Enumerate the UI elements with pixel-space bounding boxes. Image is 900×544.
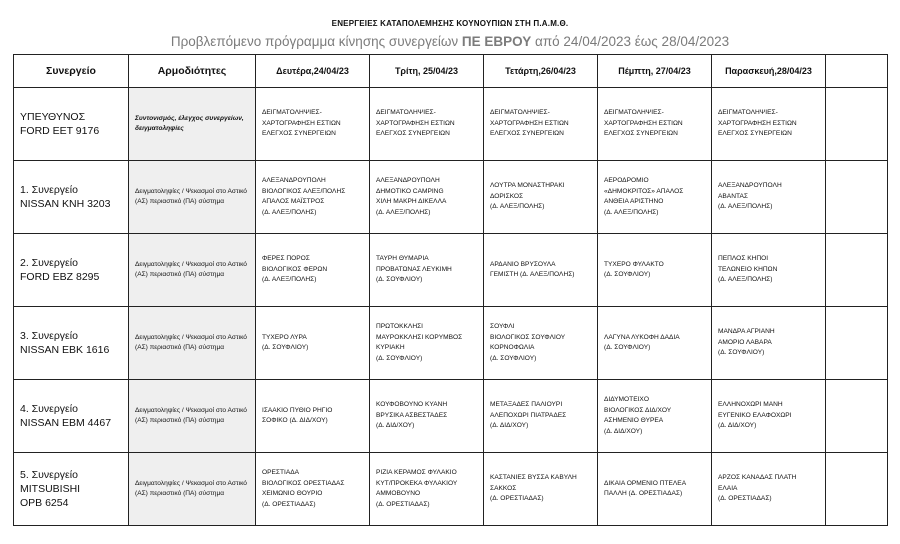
header-duty: Αρμοδιότητες bbox=[129, 55, 256, 88]
subtitle-text: Προβλεπόμενο πρόγραμμα κίνησης συνεργείων bbox=[170, 34, 462, 49]
empty-cell bbox=[826, 307, 888, 380]
subtitle-dates: από 24/04/2023 έως 28/04/2023 bbox=[531, 34, 730, 49]
thursday-cell: ΑΕΡΟΔΡΟΜΙΟ «ΔΗΜΟΚΡΙΤΟΣ» ΑΠΑΛΟΣ ΑΝΘΕΙΑ ΑΡΙΣΤΗΝΟ (Δ. ΑΛΕΞ/ΠΟΛΗΣ) bbox=[598, 161, 712, 234]
team-cell: 1. Συνεργείο NISSAN KNH 3203 bbox=[14, 161, 129, 234]
header-wednesday: Τετάρτη,26/04/23 bbox=[484, 55, 598, 88]
empty-cell bbox=[826, 234, 888, 307]
duty-cell: Δειγματοληψίες / Ψεκασμοί στο Αστικό (ΑΣ) περιαστικό (ΠΑ) σύστημα bbox=[129, 161, 256, 234]
friday-cell: ΕΛΛΗΝΟΧΩΡΙ ΜΑΝΗ ΕΥΓΕΝΙΚΟ ΕΛΑΦΟΧΩΡΙ (Δ. ΔΙΔ/ΧΟΥ) bbox=[712, 380, 826, 453]
empty-cell bbox=[826, 88, 888, 161]
table-row bbox=[14, 380, 888, 453]
header-row bbox=[14, 55, 888, 88]
empty-cell bbox=[826, 380, 888, 453]
friday-cell: ΑΡΖΟΣ ΚΑΝΑΔΑΣ ΠΛΑΤΗ ΕΛΑΙΑ (Δ. ΟΡΕΣΤΙΑΔΑΣ) bbox=[712, 453, 826, 526]
thursday-cell: ΛΑΓΥΝΑ ΛΥΚΟΦΗ ΔΑΔΙΑ (Δ. ΣΟΥΦΛΙΟΥ) bbox=[598, 307, 712, 380]
wednesday-cell: ΛΟΥΤΡΑ ΜΟΝΑΣΤΗΡΑΚΙ ΔΟΡΙΣΚΟΣ (Δ. ΑΛΕΞ/ΠΟΛΗΣ) bbox=[484, 161, 598, 234]
tuesday-cell: ΤΑΥΡΗ ΘΥΜΑΡΙΑ ΠΡΟΒΑΤΩΝΑΣ ΛΕΥΚΙΜΗ (Δ. ΣΟΥΦΛΙΟΥ) bbox=[370, 234, 484, 307]
empty-cell bbox=[826, 161, 888, 234]
team-cell: 2. Συνεργείο FORD EBZ 8295 bbox=[14, 234, 129, 307]
header-thursday: Πέμπτη, 27/04/23 bbox=[598, 55, 712, 88]
thursday-cell: ΔΕΙΓΜΑΤΟΛΗΨΙΕΣ- ΧΑΡΤΟΓΡΑΦΗΣΗ ΕΣΤΙΩΝ ΕΛΕΓΧΟΣ ΣΥΝΕΡΓΕΙΩΝ bbox=[598, 88, 712, 161]
wednesday-cell: ΜΕΤΑΞΑΔΕΣ ΠΑΛΙΟΥΡΙ ΑΛΕΠΟΧΩΡΙ ΠΙΑΤΡΑΔΕΣ (Δ. ΔΙΔ/ΧΟΥ) bbox=[484, 380, 598, 453]
team-cell: 5. Συνεργείο MITSUBISHI OPB 6254 bbox=[14, 453, 129, 526]
team-cell: 4. Συνεργείο NISSAN EBM 4467 bbox=[14, 380, 129, 453]
tuesday-cell: ΡΙΖΙΑ ΚΕΡΑΜΟΣ ΦΥΛΑΚΙΟ ΚΥΤ/ΠΡΟΚΕΚΑ ΦΥΛΑΚΙΟΥ ΑΜΜΟΒΟΥΝΟ (Δ. ΟΡΕΣΤΙΑΔΑΣ) bbox=[370, 453, 484, 526]
tuesday-cell: ΠΡΩΤΟΚΚΛΗΣΙ ΜΑΥΡΟΚΚΛΗΣΙ ΚΟΡΥΜΒΟΣ ΚΥΡΙΑΚΗ (Δ. ΣΟΥΦΛΙΟΥ) bbox=[370, 307, 484, 380]
wednesday-cell: ΚΑΣΤΑΝΙΕΣ ΒΥΣΣΑ ΚΑΒΥΛΗ ΣΑΚΚΟΣ (Δ. ΟΡΕΣΤΙΑΔΑΣ) bbox=[484, 453, 598, 526]
header-monday: Δευτέρα,24/04/23 bbox=[256, 55, 370, 88]
friday-cell: ΔΕΙΓΜΑΤΟΛΗΨΙΕΣ- ΧΑΡΤΟΓΡΑΦΗΣΗ ΕΣΤΙΩΝ ΕΛΕΓΧΟΣ ΣΥΝΕΡΓΕΙΩΝ bbox=[712, 88, 826, 161]
wednesday-cell: ΑΡΔΑΝΙΟ ΒΡΥΣΟΥΛΑ ΓΕΜΙΣΤΗ (Δ. ΑΛΕΞ/ΠΟΛΗΣ) bbox=[484, 234, 598, 307]
wednesday-cell: ΣΟΥΦΛΙ ΒΙΟΛΟΓΙΚΟΣ ΣΟΥΦΛΙΟΥ ΚΟΡΝΟΦΩΛΙΑ (Δ. ΣΟΥΦΛΙΟΥ) bbox=[484, 307, 598, 380]
friday-cell: ΠΕΠΛΟΣ ΚΗΠΟΙ ΤΕΛΩΝΕΙΟ ΚΗΠΩΝ (Δ. ΑΛΕΞ/ΠΟΛΗΣ) bbox=[712, 234, 826, 307]
document-title: ΕΝΕΡΓΕΙΕΣ ΚΑΤΑΠΟΛΕΜΗΣΗΣ ΚΟΥΝΟΥΠΙΩΝ ΣΤΗ Π.Α.Μ.Θ. bbox=[331, 19, 569, 28]
wednesday-cell: ΔΕΙΓΜΑΤΟΛΗΨΙΕΣ- ΧΑΡΤΟΓΡΑΦΗΣΗ ΕΣΤΙΩΝ ΕΛΕΓΧΟΣ ΣΥΝΕΡΓΕΙΩΝ bbox=[484, 88, 598, 161]
schedule-table bbox=[13, 54, 888, 526]
header-extra bbox=[826, 55, 888, 88]
duty-cell: Δειγματοληψίες / Ψεκασμοί στο Αστικό (ΑΣ) περιαστικό (ΠΑ) σύστημα bbox=[129, 234, 256, 307]
empty-cell bbox=[826, 453, 888, 526]
duty-cell: Δειγματοληψίες / Ψεκασμοί στο Αστικό (ΑΣ) περιαστικό (ΠΑ) σύστημα bbox=[129, 453, 256, 526]
table-row bbox=[14, 88, 888, 161]
monday-cell: ΔΕΙΓΜΑΤΟΛΗΨΙΕΣ- ΧΑΡΤΟΓΡΑΦΗΣΗ ΕΣΤΙΩΝ ΕΛΕΓΧΟΣ ΣΥΝΕΡΓΕΙΩΝ bbox=[256, 88, 370, 161]
tuesday-cell: ΔΕΙΓΜΑΤΟΛΗΨΙΕΣ- ΧΑΡΤΟΓΡΑΦΗΣΗ ΕΣΤΙΩΝ ΕΛΕΓΧΟΣ ΣΥΝΕΡΓΕΙΩΝ bbox=[370, 88, 484, 161]
monday-cell: ΤΥΧΕΡΟ ΛΥΡΑ (Δ. ΣΟΥΦΛΙΟΥ) bbox=[256, 307, 370, 380]
duty-cell: Δειγματοληψίες / Ψεκασμοί στο Αστικό (ΑΣ) περιαστικό (ΠΑ) σύστημα bbox=[129, 380, 256, 453]
monday-cell: ΙΣΑΑΚΙΟ ΠΥΘΙΟ ΡΗΓΙΟ ΣΟΦΙΚΟ (Δ. ΔΙΔ/ΧΟΥ) bbox=[256, 380, 370, 453]
tuesday-cell: ΑΛΕΞΑΝΔΡΟΥΠΟΛΗ ΔΗΜΟΤΙΚΟ CAMPING ΧΙΛΗ ΜΑΚΡΗ ΔΙΚΕΛΛΑ (Δ. ΑΛΕΞ/ΠΟΛΗΣ) bbox=[370, 161, 484, 234]
monday-cell: ΦΕΡΕΣ ΠΟΡΟΣ ΒΙΟΛΟΓΙΚΟΣ ΦΕΡΩΝ (Δ. ΑΛΕΞ/ΠΟΛΗΣ) bbox=[256, 234, 370, 307]
friday-cell: ΜΑΝΔΡΑ ΑΓΡΙΑΝΗ ΑΜΟΡΙΟ ΛΑΒΑΡΑ (Δ. ΣΟΥΦΛΙΟΥ) bbox=[712, 307, 826, 380]
table-row bbox=[14, 307, 888, 380]
thursday-cell: ΔΙΔΥΜΟΤΕΙΧΟ ΒΙΟΛΟΓΙΚΟΣ ΔΙΔ/ΧΟΥ ΑΣΗΜΕΝΙΟ ΘΥΡΕΑ (Δ. ΔΙΔ/ΧΟΥ) bbox=[598, 380, 712, 453]
table-row bbox=[14, 453, 888, 526]
subtitle-region: ΠΕ ΕΒΡΟΥ bbox=[461, 34, 532, 49]
table-row bbox=[14, 161, 888, 234]
duty-cell: Δειγματοληψίες / Ψεκασμοί στο Αστικό (ΑΣ) περιαστικό (ΠΑ) σύστημα bbox=[129, 307, 256, 380]
monday-cell: ΟΡΕΣΤΙΑΔΑ ΒΙΟΛΟΓΙΚΟΣ ΟΡΕΣΤΙΑΔΑΣ ΧΕΙΜΩΝΙΟ ΘΟΥΡΙΟ (Δ. ΟΡΕΣΤΙΑΔΑΣ) bbox=[256, 453, 370, 526]
header-team: Συνεργείο bbox=[14, 55, 129, 88]
monday-cell: ΑΛΕΞΑΝΔΡΟΥΠΟΛΗ ΒΙΟΛΟΓΙΚΟΣ ΑΛΕΞ/ΠΟΛΗΣ ΑΠΑΛΟΣ ΜΑΪΣΤΡΟΣ (Δ. ΑΛΕΞ/ΠΟΛΗΣ) bbox=[256, 161, 370, 234]
team-cell: ΥΠΕΥΘΥΝΟΣ FORD EET 9176 bbox=[14, 88, 129, 161]
thursday-cell: ΤΥΧΕΡΟ ΦΥΛΑΚΤΟ (Δ. ΣΟΥΦΛΙΟΥ) bbox=[598, 234, 712, 307]
header-friday: Παρασκευή,28/04/23 bbox=[712, 55, 826, 88]
thursday-cell: ΔΙΚΑΙΑ ΟΡΜΕΝΙΟ ΠΤΕΛΕΑ ΠΑΛΛΗ (Δ. ΟΡΕΣΤΙΑΔΑΣ) bbox=[598, 453, 712, 526]
document-subtitle bbox=[0, 34, 900, 49]
duty-cell: Συντονισμός, έλεγχος συνεργείων, δειγματοληψίες bbox=[129, 88, 256, 161]
team-cell: 3. Συνεργείο NISSAN EBK 1616 bbox=[14, 307, 129, 380]
table-row bbox=[14, 234, 888, 307]
friday-cell: ΑΛΕΞΑΝΔΡΟΥΠΟΛΗ ΑΒΑΝΤΑΣ (Δ. ΑΛΕΞ/ΠΟΛΗΣ) bbox=[712, 161, 826, 234]
tuesday-cell: ΚΟΥΦΟΒΟΥΝΟ ΚΥΑΝΗ ΒΡΥΣΙΚΑ ΑΣΒΕΣΤΑΔΕΣ (Δ. ΔΙΔ/ΧΟΥ) bbox=[370, 380, 484, 453]
header-tuesday: Τρίτη, 25/04/23 bbox=[370, 55, 484, 88]
